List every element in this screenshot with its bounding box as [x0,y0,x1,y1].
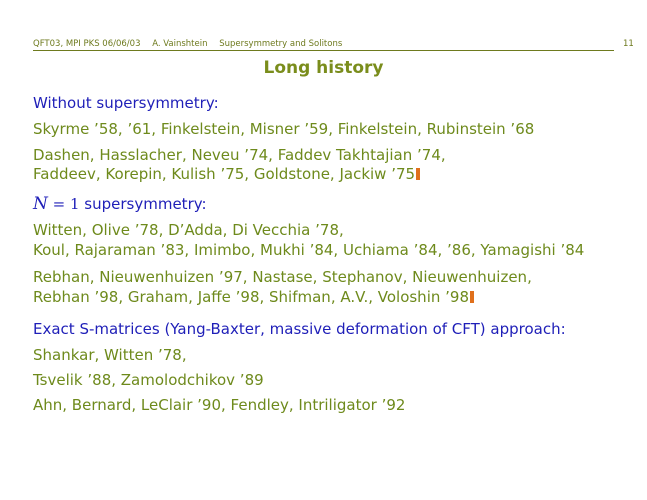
exact-s-line-3: Ahn, Bernard, LeClair ’90, Fendley, Intriligator ’92 [33,396,406,414]
author-label: A. Vainshtein [152,39,208,49]
n1-susy-line-1: Witten, Olive ’78, D’Adda, Di Vecchia ’78, [33,221,344,239]
conference-label: QFT03, MPI PKS 06/06/03 [33,39,141,49]
n1-susy-line-3: Rebhan, Nieuwenhuizen ’97, Nastase, Stephanov, Nieuwenhuizen, [33,268,532,286]
n1-susy-heading-text: supersymmetry: [79,195,207,213]
slide-header [33,39,614,51]
without-susy-line-3-wrap [33,165,420,183]
n1-susy-line-4: Rebhan ’98, Graham, Jaffe ’98, Shifman, A.V., Voloshin ’98 [33,288,469,306]
end-marker [416,168,420,180]
n1-susy-heading [33,195,207,213]
n-equals-one: = 1 [47,195,80,213]
page-number: 11 [623,39,634,49]
without-susy-line-1: Skyrme ’58, ’61, Finkelstein, Misner ’59, Finkelstein, Rubinstein ’68 [33,120,535,138]
without-susy-line-2: Dashen, Hasslacher, Neveu ’74, Faddev Takhtajian ’74, [33,146,446,164]
end-marker [470,291,474,303]
n1-susy-line-4-wrap [33,288,474,306]
without-susy-line-3: Faddeev, Korepin, Kulish ’75, Goldstone, Jackiw ’75 [33,165,416,183]
n1-susy-line-2: Koul, Rajaraman ’83, Imimbo, Mukhi ’84, Uchiama ’84, ’86, Yamagishi ’84 [33,241,585,259]
exact-s-line-1: Shankar, Witten ’78, [33,346,187,364]
talk-title-label: Supersymmetry and Solitons [219,39,343,49]
exact-s-heading: Exact S-matrices (Yang-Baxter, massive deformation of CFT) approach: [33,320,566,338]
exact-s-line-2: Tsvelik ’88, Zamolodchikov ’89 [33,371,264,389]
n-symbol: N [33,194,48,214]
without-susy-heading: Without supersymmetry: [33,94,219,112]
slide-title: Long history [263,58,384,78]
